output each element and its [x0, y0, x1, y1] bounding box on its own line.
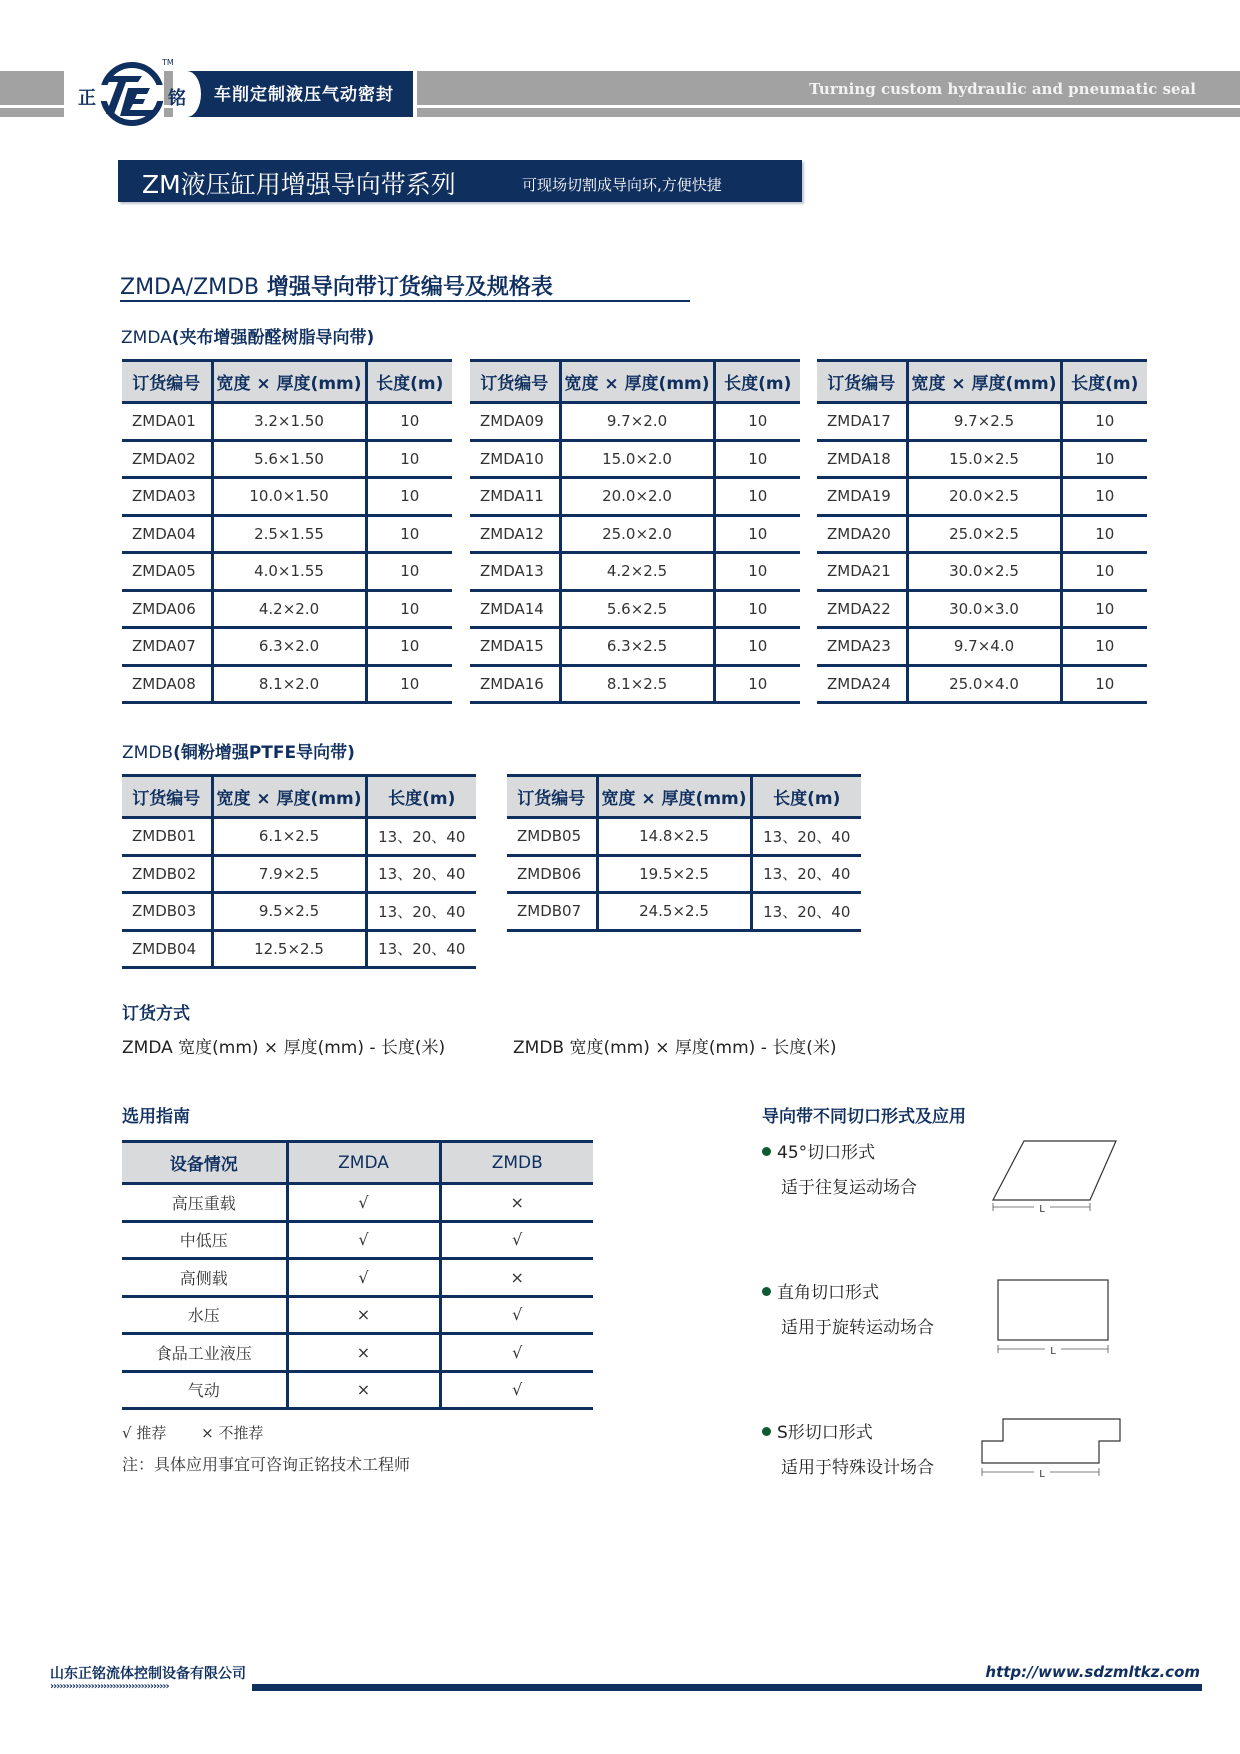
zmda-cell: ×: [287, 1371, 440, 1409]
size-cell: 6.3×2.5: [560, 628, 714, 666]
col-header-size: 宽度 × 厚度(mm): [560, 361, 714, 403]
cut-item-s-shape: [762, 1418, 934, 1478]
bullet-icon: [762, 1287, 771, 1296]
zmdb-title: [122, 738, 355, 763]
size-cell: 4.2×2.5: [560, 553, 714, 591]
legend-recommended: √ 推荐: [122, 1424, 167, 1442]
length-cell: 10: [1061, 515, 1147, 553]
cut-right-angle-diagram: [995, 1277, 1115, 1357]
section-title-rest: 增强导向带订货编号及规格表: [259, 275, 553, 300]
cut-desc: 适用于旋转运动场合: [781, 1318, 934, 1338]
order-code-cell: ZMDA11: [470, 478, 560, 516]
length-cell: 10: [714, 478, 800, 516]
cut-desc: 适用于特殊设计场合: [781, 1458, 934, 1478]
table-row: [122, 855, 476, 893]
table-row: [122, 403, 452, 441]
length-cell: 10: [714, 515, 800, 553]
length-cell: 10: [366, 665, 452, 703]
zmda-table-1: [122, 359, 452, 704]
table-row: [507, 893, 861, 931]
order-code-cell: ZMDA03: [122, 478, 212, 516]
order-code-cell: ZMDA20: [817, 515, 907, 553]
zmda-table-2: [470, 359, 800, 704]
size-cell: 9.7×4.0: [907, 628, 1061, 666]
length-cell: 10: [714, 590, 800, 628]
table-row: [470, 515, 800, 553]
length-cell: 10: [1061, 440, 1147, 478]
length-cell: 13、20、40: [366, 930, 476, 968]
zmda-cell: √: [287, 1259, 440, 1297]
size-cell: 6.1×2.5: [212, 818, 366, 856]
zmdb-cell: √: [440, 1296, 593, 1334]
length-cell: 10: [366, 553, 452, 591]
order-code-cell: ZMDA04: [122, 515, 212, 553]
length-cell: 10: [366, 403, 452, 441]
col-header-length: 长度(m): [714, 361, 800, 403]
section-underline: [120, 300, 690, 302]
order-code-cell: ZMDA06: [122, 590, 212, 628]
length-cell: 13、20、40: [366, 855, 476, 893]
col-header-length: 长度(m): [366, 361, 452, 403]
parallelogram-shape: [993, 1141, 1116, 1200]
order-code-cell: ZMDB01: [122, 818, 212, 856]
size-cell: 7.9×2.5: [212, 855, 366, 893]
table-row: [470, 440, 800, 478]
logo-char-right: 铭: [168, 88, 186, 109]
order-code-cell: ZMDA18: [817, 440, 907, 478]
condition-cell: 水压: [122, 1296, 287, 1334]
zmdb-cell: √: [440, 1371, 593, 1409]
table-row: [817, 515, 1147, 553]
length-cell: 10: [366, 628, 452, 666]
order-code-cell: ZMDA17: [817, 403, 907, 441]
length-cell: 10: [1061, 590, 1147, 628]
length-cell: 13、20、40: [366, 893, 476, 931]
col-header-size: 宽度 × 厚度(mm): [212, 361, 366, 403]
table-row: [122, 628, 452, 666]
zmdb-title-prefix: ZMDB: [122, 743, 174, 763]
col-header-code: 订货编号: [817, 361, 907, 403]
cut-types-title: 导向带不同切口形式及应用: [762, 1107, 966, 1127]
table-row: [817, 628, 1147, 666]
size-cell: 20.0×2.0: [560, 478, 714, 516]
zmda-title: [121, 323, 374, 348]
cut-item-right-angle: [762, 1278, 934, 1338]
selection-guide-table: [122, 1140, 593, 1410]
order-code-cell: ZMDA15: [470, 628, 560, 666]
order-code-cell: ZMDA21: [817, 553, 907, 591]
section-title: [120, 270, 553, 301]
page-title: ZM液压缸用增强导向带系列: [142, 170, 456, 199]
ordering-format-zmda: ZMDA 宽度(mm) × 厚度(mm) - 长度(米): [122, 1038, 446, 1058]
length-cell: 10: [714, 403, 800, 441]
order-code-cell: ZMDA16: [470, 665, 560, 703]
table-row: [817, 665, 1147, 703]
dimension-label: L: [1050, 1346, 1056, 1357]
zmdb-cell: ×: [440, 1184, 593, 1222]
length-cell: 10: [1061, 628, 1147, 666]
size-cell: 19.5×2.5: [597, 855, 751, 893]
col-header-size: 宽度 × 厚度(mm): [597, 776, 751, 818]
table-row: [122, 665, 452, 703]
order-code-cell: ZMDB05: [507, 818, 597, 856]
order-code-cell: ZMDA02: [122, 440, 212, 478]
cut-name: S形切口形式: [777, 1423, 873, 1443]
size-cell: 25.0×2.5: [907, 515, 1061, 553]
zmda-table-3: [817, 359, 1147, 704]
cut-45-diagram: [990, 1135, 1125, 1215]
order-code-cell: ZMDA23: [817, 628, 907, 666]
length-cell: 10: [714, 665, 800, 703]
order-code-cell: ZMDA05: [122, 553, 212, 591]
zmda-cell: ×: [287, 1334, 440, 1372]
order-code-cell: ZMDA12: [470, 515, 560, 553]
cut-item-45: [762, 1138, 917, 1198]
size-cell: 4.0×1.55: [212, 553, 366, 591]
guide-legend: [122, 1422, 293, 1443]
col-header-zmda: ZMDA: [287, 1142, 440, 1184]
order-code-cell: ZMDA22: [817, 590, 907, 628]
zmdb-table-1: [122, 774, 476, 969]
table-row: [122, 1184, 593, 1222]
size-cell: 30.0×2.5: [907, 553, 1061, 591]
size-cell: 14.8×2.5: [597, 818, 751, 856]
size-cell: 12.5×2.5: [212, 930, 366, 968]
table-row: [122, 478, 452, 516]
logo-char-left: 正: [78, 88, 96, 109]
zmdb-cell: √: [440, 1221, 593, 1259]
col-header-zmdb: ZMDB: [440, 1142, 593, 1184]
size-cell: 30.0×3.0: [907, 590, 1061, 628]
bullet-icon: [762, 1147, 771, 1156]
length-cell: 10: [366, 515, 452, 553]
bullet-icon: [762, 1427, 771, 1436]
size-cell: 8.1×2.5: [560, 665, 714, 703]
length-cell: 10: [366, 440, 452, 478]
table-row: [817, 478, 1147, 516]
size-cell: 9.7×2.0: [560, 403, 714, 441]
table-row: [122, 515, 452, 553]
size-cell: 25.0×2.0: [560, 515, 714, 553]
col-header-code: 订货编号: [470, 361, 560, 403]
length-cell: 13、20、40: [366, 818, 476, 856]
order-code-cell: ZMDA13: [470, 553, 560, 591]
size-cell: 15.0×2.0: [560, 440, 714, 478]
col-header-code: 订货编号: [122, 361, 212, 403]
size-cell: 25.0×4.0: [907, 665, 1061, 703]
size-cell: 15.0×2.5: [907, 440, 1061, 478]
length-cell: 10: [714, 440, 800, 478]
logo-mark-icon: [98, 58, 166, 128]
col-header-size: 宽度 × 厚度(mm): [907, 361, 1061, 403]
header-divider-line: [417, 105, 1240, 108]
company-logo: [78, 56, 198, 132]
footer-bar: [252, 1684, 1202, 1691]
table-row: [122, 1259, 593, 1297]
rectangle-shape: [998, 1280, 1108, 1340]
guide-note: 注：具体应用事宜可咨询正铭技术工程师: [122, 1455, 411, 1474]
order-code-cell: ZMDA01: [122, 403, 212, 441]
size-cell: 9.5×2.5: [212, 893, 366, 931]
step-shape: [982, 1419, 1120, 1463]
table-row: [470, 553, 800, 591]
size-cell: 5.6×1.50: [212, 440, 366, 478]
table-row: [470, 478, 800, 516]
table-row: [817, 590, 1147, 628]
col-header-length: 长度(m): [1061, 361, 1147, 403]
cut-s-shape-diagram: [980, 1416, 1125, 1480]
dimension-label: L: [1039, 1204, 1045, 1215]
condition-cell: 中低压: [122, 1221, 287, 1259]
zmdb-cell: √: [440, 1334, 593, 1372]
length-cell: 10: [1061, 665, 1147, 703]
order-code-cell: ZMDA14: [470, 590, 560, 628]
table-row: [122, 818, 476, 856]
zmda-title-rest: (夹布增强酚醛树脂导向带): [171, 328, 375, 348]
zmda-cell: √: [287, 1221, 440, 1259]
length-cell: 13、20、40: [751, 855, 861, 893]
size-cell: 5.6×2.5: [560, 590, 714, 628]
length-cell: 13、20、40: [751, 893, 861, 931]
order-code-cell: ZMDA07: [122, 628, 212, 666]
size-cell: 6.3×2.0: [212, 628, 366, 666]
table-row: [817, 553, 1147, 591]
length-cell: 10: [366, 590, 452, 628]
zmdb-table-2: [507, 774, 861, 932]
length-cell: 10: [714, 628, 800, 666]
table-row: [507, 855, 861, 893]
length-cell: 13、20、40: [751, 818, 861, 856]
order-code-cell: ZMDA10: [470, 440, 560, 478]
size-cell: 10.0×1.50: [212, 478, 366, 516]
dimension-label: L: [1039, 1469, 1045, 1480]
table-row: [122, 893, 476, 931]
table-row: [122, 590, 452, 628]
header-tagline-en: Turning custom hydraulic and pneumatic seal: [809, 80, 1196, 98]
order-code-cell: ZMDA08: [122, 665, 212, 703]
zmda-cell: √: [287, 1184, 440, 1222]
order-code-cell: ZMDB03: [122, 893, 212, 931]
length-cell: 10: [1061, 478, 1147, 516]
size-cell: 24.5×2.5: [597, 893, 751, 931]
title-banner: [118, 160, 802, 202]
size-cell: 4.2×2.0: [212, 590, 366, 628]
length-cell: 10: [366, 478, 452, 516]
header-tagline-cn: 车削定制液压气动密封: [214, 85, 394, 105]
table-row: [122, 440, 452, 478]
col-header-length: 长度(m): [751, 776, 861, 818]
size-cell: 8.1×2.0: [212, 665, 366, 703]
condition-cell: 高压重载: [122, 1184, 287, 1222]
table-row: [470, 590, 800, 628]
footer-company-name: 山东正铭流体控制设备有限公司: [50, 1666, 246, 1682]
condition-cell: 气动: [122, 1371, 287, 1409]
col-header-code: 订货编号: [122, 776, 212, 818]
table-row: [122, 930, 476, 968]
length-cell: 10: [1061, 403, 1147, 441]
size-cell: 20.0×2.5: [907, 478, 1061, 516]
order-code-cell: ZMDA24: [817, 665, 907, 703]
order-code-cell: ZMDB02: [122, 855, 212, 893]
table-row: [817, 440, 1147, 478]
table-row: [470, 665, 800, 703]
zmda-title-prefix: ZMDA: [121, 328, 172, 348]
order-code-cell: ZMDB06: [507, 855, 597, 893]
table-row: [122, 1221, 593, 1259]
order-code-cell: ZMDB04: [122, 930, 212, 968]
col-header-size: 宽度 × 厚度(mm): [212, 776, 366, 818]
logo-trademark: TM: [162, 58, 174, 67]
guide-title: 选用指南: [122, 1107, 190, 1127]
ordering-format-zmdb: ZMDB 宽度(mm) × 厚度(mm) - 长度(米): [513, 1038, 837, 1058]
order-code-cell: ZMDB07: [507, 893, 597, 931]
footer-website-link[interactable]: http://www.sdzmltkz.com: [985, 1663, 1200, 1681]
col-header-length: 长度(m): [366, 776, 476, 818]
zmdb-title-rest: (铜粉增强PTFE导向带): [173, 743, 355, 763]
table-row: [122, 1371, 593, 1409]
size-cell: 9.7×2.5: [907, 403, 1061, 441]
zmda-cell: ×: [287, 1296, 440, 1334]
condition-cell: 食品工业液压: [122, 1334, 287, 1372]
cut-name: 45°切口形式: [777, 1143, 876, 1163]
table-row: [122, 1334, 593, 1372]
section-title-prefix: ZMDA/ZMDB: [120, 275, 260, 300]
table-row: [470, 403, 800, 441]
header-separator: [413, 71, 417, 117]
condition-cell: 高侧载: [122, 1259, 287, 1297]
length-cell: 10: [1061, 553, 1147, 591]
table-row: [470, 628, 800, 666]
table-row: [817, 403, 1147, 441]
ordering-title: 订货方式: [122, 1004, 190, 1024]
size-cell: 3.2×1.50: [212, 403, 366, 441]
size-cell: 2.5×1.55: [212, 515, 366, 553]
table-row: [122, 1296, 593, 1334]
table-row: [507, 818, 861, 856]
cut-name: 直角切口形式: [777, 1283, 879, 1303]
order-code-cell: ZMDA19: [817, 478, 907, 516]
length-cell: 10: [714, 553, 800, 591]
col-header-code: 订货编号: [507, 776, 597, 818]
col-header-condition: 设备情况: [122, 1142, 287, 1184]
cut-desc: 适于往复运动场合: [781, 1178, 917, 1198]
table-row: [122, 553, 452, 591]
footer-arrow-decoration: ››››››››››››››››››››››››››››››››››››››: [50, 1681, 169, 1692]
order-code-cell: ZMDA09: [470, 403, 560, 441]
page-subtitle: 可现场切割成导向环,方便快捷: [522, 176, 722, 194]
legend-not-recommended: × 不推荐: [201, 1424, 264, 1442]
zmdb-cell: ×: [440, 1259, 593, 1297]
